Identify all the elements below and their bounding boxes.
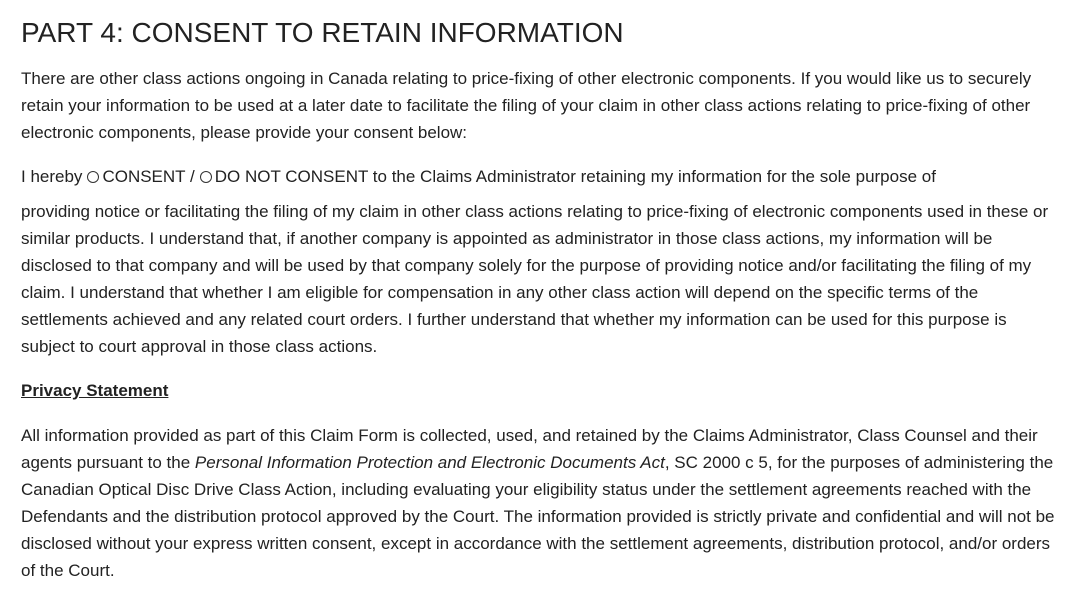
privacy-heading: Privacy Statement xyxy=(21,381,169,400)
consent-suffix: to the Claims Administrator retaining my information for the sole purpose of xyxy=(372,167,936,186)
consent-prefix: I hereby xyxy=(21,167,83,186)
consent-separator: / xyxy=(189,167,195,186)
part-title: PART 4: CONSENT TO RETAIN INFORMATION xyxy=(21,17,624,48)
do-not-consent-radio[interactable] xyxy=(200,171,212,183)
privacy-text-after: , SC 2000 c 5, for the purposes of administering the Canadian Optical Disc Drive Class Action, including evaluating your eligibility status under the settlement agreements reached with the Defendants and the distribution protocol approved by the Court. The information provided is strictly private and confidential and will not be disclosed without your express written consent, except in accordance with the settlement agreements, distribution protocol, and/or orders of the Court. xyxy=(21,453,1055,580)
consent-option-label[interactable]: CONSENT xyxy=(102,167,186,186)
consent-body-paragraph: providing notice or facilitating the filing of my claim in other class actions relating to price-fixing of electronic components used in these or similar products. I understand that, if another company is appointed as administrator in those class actions, my information will be disclosed to that company and will be used by that company solely for the purpose of providing notice and/or facilitating the filing of my claim. I understand that whether I am eligible for compensation in any other class action will depend on the specific terms of the settlements achieved and any related court orders. I further understand that whether my information can be used for this purpose is subject to court approval in those class actions. xyxy=(21,202,1049,356)
privacy-paragraph xyxy=(21,422,1064,584)
privacy-text-before: All information provided as part of this Claim Form is collected, used, and retained by the Claims Administrator, Class Counsel and their agents pursuant to the xyxy=(21,426,1038,472)
consent-line xyxy=(21,163,1064,190)
intro-paragraph: There are other class actions ongoing in Canada relating to price-fixing of other electronic components. If you would like us to securely retain your information to be used at a later date to facilitate the filing of your claim in other class actions relating to price-fixing of other electronic components, please provide your consent below: xyxy=(21,69,1032,142)
act-name: Personal Information Protection and Electronic Documents Act xyxy=(194,453,665,472)
do-not-consent-option-label[interactable]: DO NOT CONSENT xyxy=(214,167,369,186)
consent-radio[interactable] xyxy=(87,171,99,183)
